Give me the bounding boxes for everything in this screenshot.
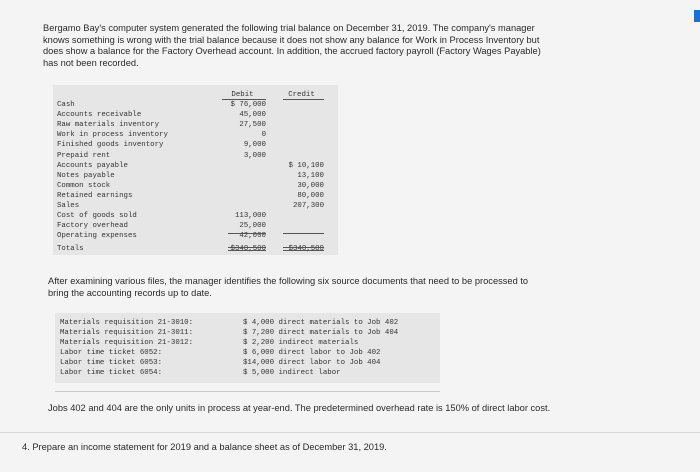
- source-document-name: Labor time ticket 6054:: [60, 369, 163, 378]
- debit-header-rule: [222, 99, 266, 100]
- source-document-detail: $ 2,200 indirect materials: [243, 339, 359, 348]
- debit-total-double-rule: [228, 247, 266, 251]
- examine-line: After examining various files, the manager identifies the following six source documents that need to be processed to: [48, 276, 529, 286]
- credit-value: 207,300: [292, 202, 324, 211]
- account-name: Accounts receivable: [57, 111, 142, 120]
- account-name: Work in process inventory: [57, 131, 168, 140]
- credit-total: $340,500: [288, 245, 324, 254]
- account-name: Operating expenses: [57, 232, 137, 241]
- accent-marker: [694, 10, 700, 22]
- account-name: Factory overhead: [57, 222, 128, 231]
- credit-value: 80,000: [297, 191, 324, 200]
- source-document-details: [243, 318, 398, 379]
- account-names-column: [57, 90, 168, 255]
- credit-value: [279, 140, 324, 150]
- intro-paragraph: [43, 23, 541, 69]
- account-name: Common stock: [57, 181, 111, 190]
- debit-value: [219, 201, 266, 211]
- account-name: Raw materials inventory: [57, 121, 160, 130]
- source-document-detail: $ 5,000 indirect labor: [243, 369, 341, 378]
- debit-value: 25,000: [239, 222, 266, 231]
- credit-value: [279, 211, 324, 221]
- section-divider: [55, 391, 440, 392]
- examine-line: bring the accounting records up to date.: [48, 287, 212, 298]
- credit-value: 30,000: [297, 181, 324, 190]
- debit-value: 113,000: [234, 212, 266, 221]
- source-document-detail: $ 7,200 direct materials to Job 404: [243, 329, 399, 338]
- jobs-note: Jobs 402 and 404 are the only units in process at year-end. The predetermined overhead rate is 150% of direct labor cost.: [48, 403, 551, 413]
- credit-value: 13,100: [297, 171, 324, 180]
- debit-value: 45,000: [239, 111, 266, 120]
- credit-header-rule: [283, 99, 324, 100]
- account-name: Cash: [57, 101, 75, 110]
- debit-column: [219, 90, 266, 255]
- debit-sum-rule: [228, 233, 266, 234]
- debit-value: [219, 171, 266, 181]
- credit-total-double-rule: [283, 247, 324, 251]
- trial-balance-table: [53, 85, 338, 255]
- source-documents-table: [55, 313, 440, 383]
- examine-paragraph: [48, 276, 528, 299]
- source-document-name: Materials requisition 21-3011:: [60, 329, 194, 338]
- intro-line: Bergamo Bay's computer system generated the following trial balance on December 31, 2019. The company's manager: [43, 23, 535, 33]
- source-document-name: Materials requisition 21-3010:: [60, 319, 194, 327]
- source-document-name: Labor time ticket 6053:: [60, 359, 163, 368]
- credit-value: $ 10,100: [288, 161, 324, 170]
- account-name: Retained earnings: [57, 191, 133, 200]
- source-document-names: [60, 318, 193, 379]
- question-prompt: 4. Prepare an income statement for 2019 and a balance sheet as of December 31, 2019.: [22, 442, 387, 452]
- source-document-detail: $14,000 direct labor to Job 404: [243, 359, 381, 368]
- credit-value: [279, 221, 324, 231]
- account-name: Cost of goods sold: [57, 212, 137, 221]
- credit-column: [279, 90, 324, 255]
- source-document-name: Labor time ticket 6052:: [60, 349, 163, 358]
- credit-value: [279, 151, 324, 161]
- debit-value: 0: [261, 131, 266, 140]
- credit-header: Credit: [288, 91, 315, 99]
- account-name: Sales: [57, 202, 80, 211]
- intro-line: does show a balance for the Factory Overhead account. In addition, the accrued factory payroll (Factory Wages Payable): [43, 46, 541, 56]
- account-name: Notes payable: [57, 171, 115, 180]
- debit-value: 27,500: [239, 121, 266, 130]
- credit-value: [279, 120, 324, 130]
- source-document-detail: $ 6,000 direct labor to Job 402: [243, 349, 381, 358]
- debit-value: 3,000: [243, 151, 266, 160]
- debit-value: 42,000: [239, 232, 266, 241]
- credit-value: [279, 110, 324, 120]
- account-name: Accounts payable: [57, 161, 128, 170]
- debit-value: [219, 181, 266, 191]
- account-name: Prepaid rent: [57, 151, 111, 160]
- debit-value: $ 76,000: [230, 101, 266, 110]
- debit-total: $340,500: [230, 245, 266, 254]
- totals-label: Totals: [57, 245, 84, 254]
- debit-value: 9,000: [243, 141, 266, 150]
- source-document-name: Materials requisition 21-3012:: [60, 339, 194, 348]
- debit-header: Debit: [231, 91, 254, 99]
- credit-value: [279, 100, 324, 110]
- question-divider: [0, 432, 700, 433]
- credit-sum-rule: [283, 233, 324, 234]
- account-name: Finished goods inventory: [57, 141, 164, 150]
- credit-value: [279, 130, 324, 140]
- intro-line: knows something is wrong with the trial balance because it does not show any balance for Work in Process Inventory but: [43, 34, 540, 45]
- intro-line: has not been recorded.: [43, 57, 139, 68]
- source-document-detail: $ 4,000 direct materials to Job 402: [243, 319, 399, 327]
- debit-value: [219, 191, 266, 201]
- debit-value: [219, 161, 266, 171]
